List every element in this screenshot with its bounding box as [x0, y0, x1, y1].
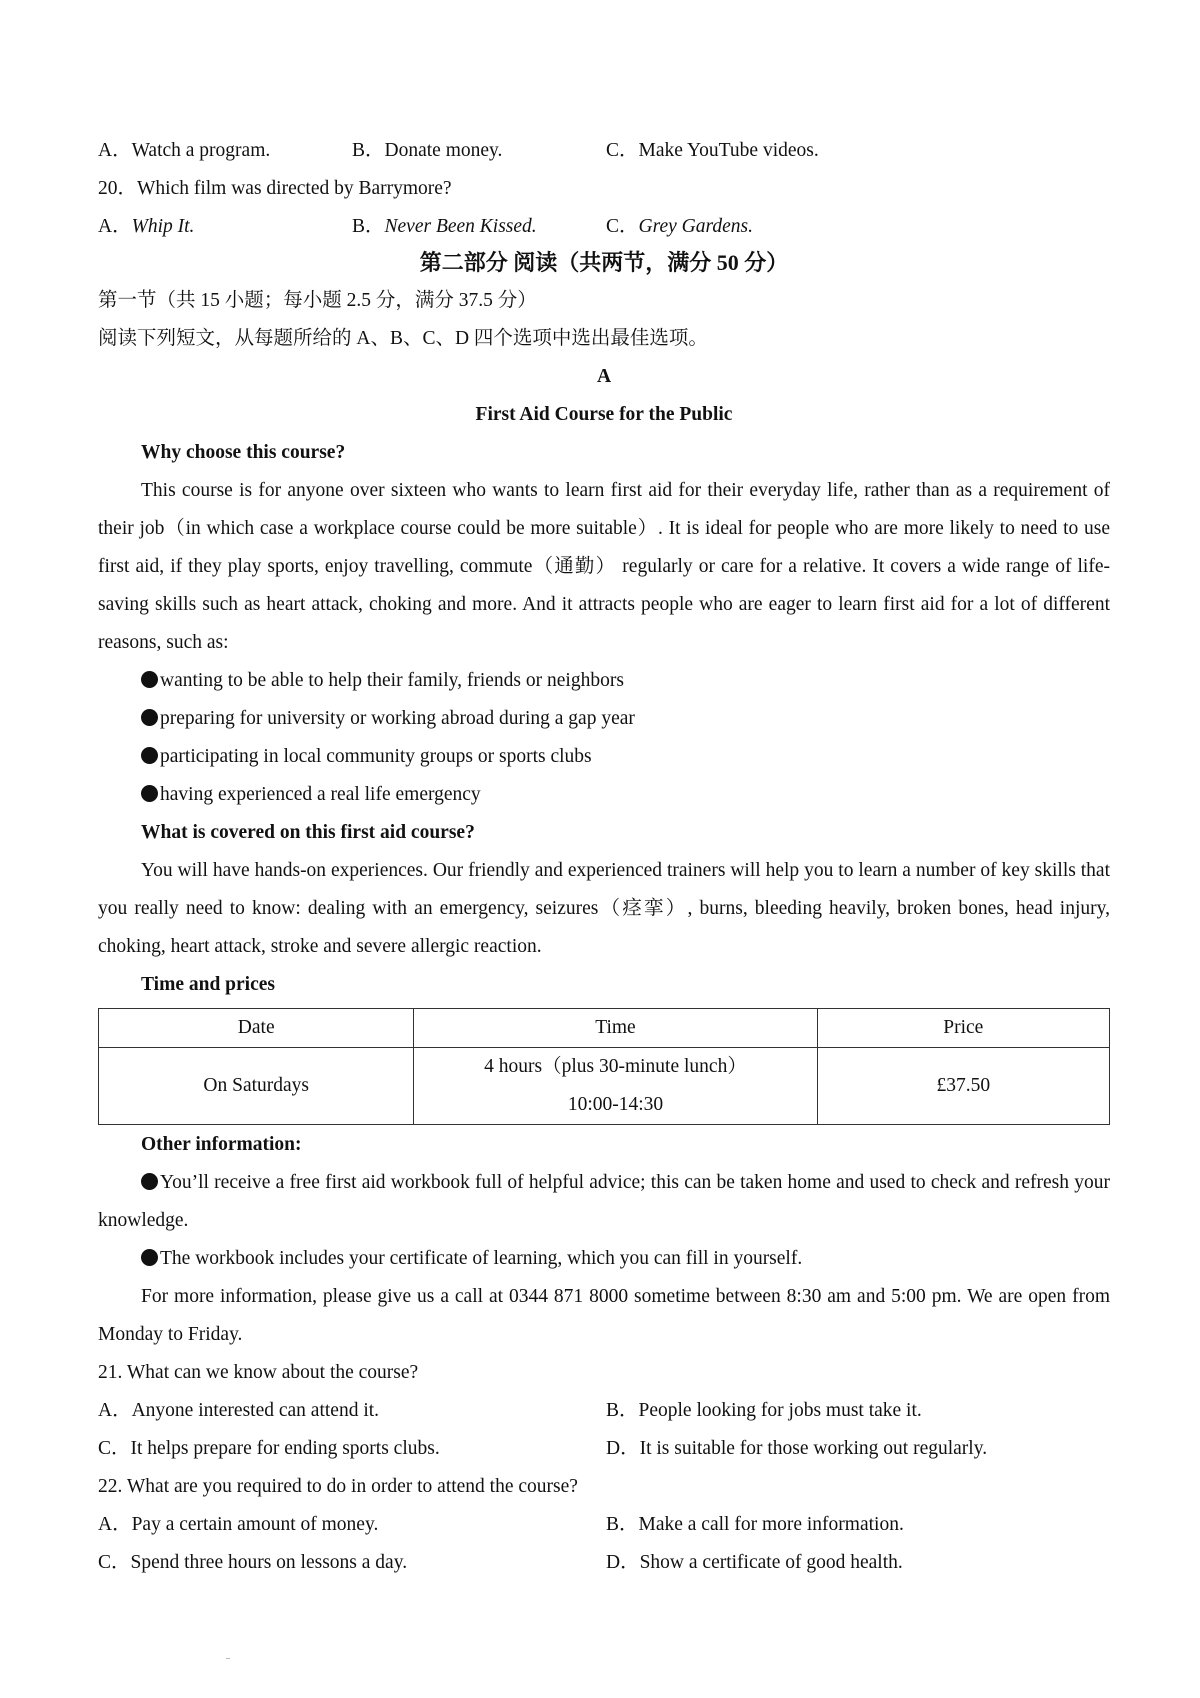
q19-option-b: B．Donate money. [352, 140, 503, 161]
bullet-text: wanting to be able to help their family, friends or neighbors [160, 670, 624, 691]
bullet-icon [141, 747, 158, 764]
q22-options-row2 [98, 1544, 1110, 1582]
q20-option-c [606, 208, 753, 246]
paragraph-covered: You will have hands-on experiences. Our friendly and experienced trainers will help you to learn a number of key skills that you really need to know: dealing with an emergency, seizures（痉挛）, burns, bleeding heavily, broken bones, head injury, choking, heart attack, stroke and severe allergic reaction. [98, 860, 1110, 957]
q21-option-a: A．Anyone interested can attend it. [98, 1400, 380, 1421]
q21-option-c: C．It helps prepare for ending sports clubs. [98, 1438, 440, 1459]
q19-options [98, 132, 1110, 170]
bullet-icon [141, 709, 158, 726]
bullet-text: participating in local community groups or sports clubs [160, 746, 592, 767]
table-header-date: Date [99, 1009, 414, 1048]
table-header-time: Time [414, 1009, 817, 1048]
table-cell-time-line1: 4 hours（plus 30-minute lunch） [484, 1056, 747, 1077]
q20-option-a [98, 208, 194, 246]
table-cell-time [414, 1048, 817, 1125]
bullet-icon [141, 785, 158, 802]
bullet-text: having experienced a real life emergency [160, 784, 481, 805]
table-header-price: Price [817, 1009, 1109, 1048]
exam-page [98, 132, 1110, 1582]
q19-option-a: A．Watch a program. [98, 140, 271, 161]
other-bullet-item [98, 1164, 1110, 1240]
bullet-item [98, 738, 1110, 776]
other-bullet-item [98, 1240, 1110, 1278]
q20-option-a-prefix: A． [98, 216, 132, 237]
table-cell-time-line2: 10:00-14:30 [567, 1094, 664, 1115]
q21-options-row1 [98, 1392, 1110, 1430]
q22-option-c: C．Spend three hours on lessons a day. [98, 1552, 408, 1573]
heading-what-covered: What is covered on this first aid course? [141, 822, 475, 843]
q20-options [98, 208, 1110, 246]
q20-option-c-title: Grey Gardens. [638, 216, 753, 237]
section-note: 第一节（共 15 小题；每小题 2.5 分，满分 37.5 分） [98, 290, 537, 311]
q21-option-d: D．It is suitable for those working out regularly. [606, 1438, 988, 1459]
heading-why-choose: Why choose this course? [141, 442, 346, 463]
q22-option-b: B．Make a call for more information. [606, 1514, 904, 1535]
table-row [99, 1048, 1110, 1125]
other-bullet-text: You’ll receive a free first aid workbook full of helpful advice; this can be taken home and used to check and refresh your knowledge. [98, 1172, 1110, 1231]
bullet-item [98, 700, 1110, 738]
q20-option-b [352, 208, 537, 246]
passage-title: First Aid Course for the Public [475, 404, 733, 425]
q21-stem: 21. What can we know about the course? [98, 1362, 419, 1383]
q22-option-a: A．Pay a certain amount of money. [98, 1514, 379, 1535]
q22-option-d: D．Show a certificate of good health. [606, 1552, 903, 1573]
part-title: 第二部分 阅读（共两节，满分 50 分） [419, 250, 789, 275]
table-cell-date: On Saturdays [99, 1048, 414, 1125]
other-bullet-text: The workbook includes your certificate of learning, which you can fill in yourself. [160, 1248, 803, 1269]
paragraph-intro: This course is for anyone over sixteen who wants to learn first aid for their everyday life, rather than as a requirement of their job（in which case a workplace course could be more suitable）. It is ideal for people who are more likely to need to use first aid, if they play sports, enjoy travelling, commute（通勤） regularly or care for a relative. It covers a wide range of life-saving skills such as heart attack, choking and more. And it attracts people who are eager to learn first aid for a lot of different reasons, such as: [98, 480, 1110, 653]
bullet-item [98, 662, 1110, 700]
heading-time-prices: Time and prices [141, 974, 275, 995]
q21-option-b: B．People looking for jobs must take it. [606, 1400, 922, 1421]
passage-letter: A [596, 366, 612, 387]
q20-option-c-prefix: C． [606, 216, 639, 237]
q22-options-row1 [98, 1506, 1110, 1544]
bullet-text: preparing for university or working abroad during a gap year [160, 708, 635, 729]
bullet-icon [141, 1173, 158, 1190]
table-header-row [99, 1009, 1110, 1048]
q22-stem: 22. What are you required to do in order to attend the course? [98, 1476, 578, 1497]
q20-option-b-title: Never Been Kissed. [384, 216, 537, 237]
heading-other-info: Other information: [141, 1134, 302, 1155]
q20-stem: 20．Which film was directed by Barrymore? [98, 178, 452, 199]
table-cell-price: £37.50 [817, 1048, 1109, 1125]
bullet-icon [141, 1249, 158, 1266]
paragraph-contact: For more information, please give us a call at 0344 871 8000 sometime between 8:30 am and 5:00 pm. We are open from Monday to Friday. [98, 1286, 1110, 1345]
scan-speck [226, 1658, 230, 1659]
bullet-icon [141, 671, 158, 688]
q20-option-a-title: Whip It. [131, 216, 195, 237]
instruction: 阅读下列短文，从每题所给的 A、B、C、D 四个选项中选出最佳选项。 [98, 328, 708, 349]
time-price-table [98, 1008, 1110, 1125]
q20-option-b-prefix: B． [352, 216, 385, 237]
q19-option-c: C．Make YouTube videos. [606, 140, 819, 161]
bullet-item [98, 776, 1110, 814]
q21-options-row2 [98, 1430, 1110, 1468]
